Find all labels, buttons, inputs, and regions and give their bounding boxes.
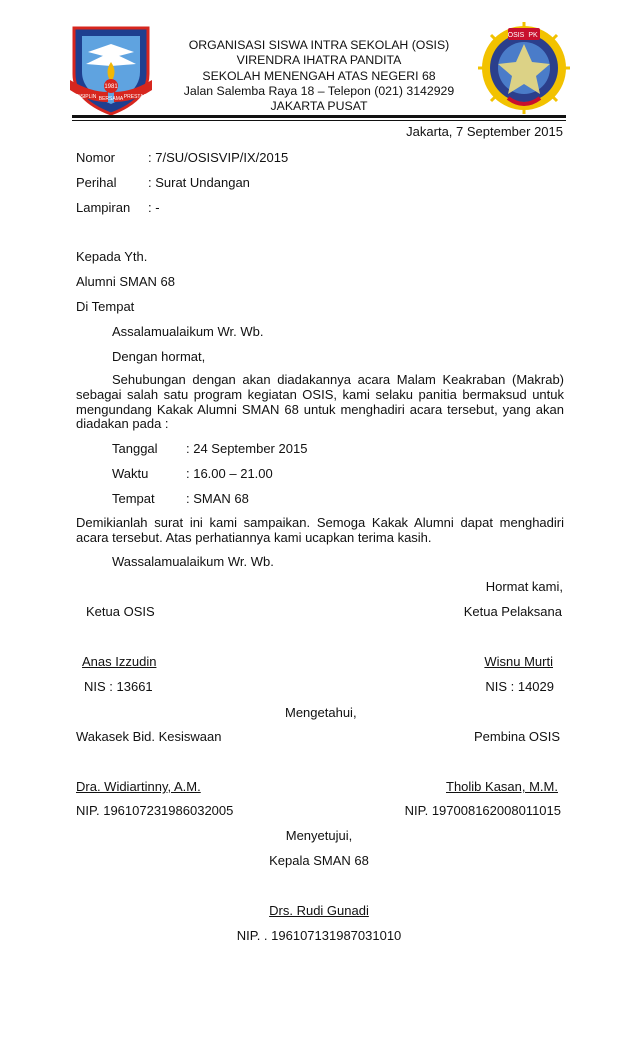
meta-attachment-label: Lampiran <box>76 200 131 215</box>
closing-paragraph: Demikianlah surat ini kami sampaikan. Semoga Kakak Alumni dapat menghadiri acara tersebut. Atas perhatiannya kami ucapkan terima kasih. <box>76 515 564 545</box>
event-date-value: : 24 September 2015 <box>186 441 308 456</box>
event-place-value: : SMAN 68 <box>186 491 249 506</box>
closing-greeting: Wassalamualaikum Wr. Wb. <box>112 554 274 569</box>
meta-number-label: Nomor <box>76 150 116 165</box>
meta-subject-value: : Surat Undangan <box>148 175 250 190</box>
letterhead-text <box>150 38 488 114</box>
letter-date: Jakarta, 7 September 2015 <box>406 124 563 139</box>
letterhead-rule-thin <box>72 120 566 121</box>
event-date-label: Tanggal <box>112 441 158 456</box>
event-time-label: Waktu <box>112 466 149 481</box>
sign-advisor-title: Pembina OSIS <box>474 729 560 744</box>
pk-label: PK <box>528 32 538 39</box>
letterhead-rule-thick <box>72 115 566 118</box>
event-time-value: : 16.00 – 21.00 <box>186 466 273 481</box>
sign-advisor-name: Tholib Kasan, M.M. <box>446 779 558 794</box>
regards: Hormat kami, <box>485 579 563 594</box>
principal-name: Drs. Rudi Gunadi <box>269 903 369 918</box>
principal-id: NIP. . 196107131987031010 <box>236 928 402 943</box>
recipient-place: Di Tempat <box>76 299 135 314</box>
sign-advisor-id: NIP. 197008162008011015 <box>404 803 561 818</box>
school-name: SEKOLAH MENENGAH ATAS NEGERI 68 <box>202 68 436 83</box>
sign-left-title: Ketua OSIS <box>86 604 155 619</box>
osis-label: OSIS <box>507 32 525 39</box>
event-place-label: Tempat <box>112 491 155 506</box>
sign-vice-principal-title: Wakasek Bid. Kesiswaan <box>76 729 222 744</box>
acknowledged-label: Mengetahui, <box>285 705 357 720</box>
sign-right-name: Wisnu Murti <box>484 654 553 669</box>
org-name: ORGANISASI SISWA INTRA SEKOLAH (OSIS) <box>188 38 450 52</box>
emblem-year: 1981 <box>104 84 118 90</box>
meta-attachment-value: : - <box>148 200 160 215</box>
meta-number-value: : 7/SU/OSISVIP/IX/2015 <box>148 150 289 165</box>
org-motto: VIRENDRA IHATRA PANDITA <box>236 53 402 68</box>
emblem-banner-left: DISIPLIN <box>75 94 97 100</box>
sign-left-name: Anas Izzudin <box>82 654 157 669</box>
principal-name-wrap <box>0 903 638 918</box>
sign-right-title: Ketua Pelaksana <box>463 604 562 619</box>
sign-right-id: NIS : 14029 <box>485 679 554 694</box>
sign-vice-principal-id: NIP. 196107231986032005 <box>76 803 234 818</box>
sign-vice-principal-name: Dra. Widiartinny, A.M. <box>76 779 201 794</box>
osis-emblem-right <box>478 22 570 114</box>
school-emblem-left <box>68 22 154 118</box>
body-paragraph: Sehubungan dengan akan diadakannya acara Malam Keakraban (Makrab) sebagai salah satu program kegiatan OSIS, kami selaku panitia bermaksud untuk mengundang Kakak Alumni SMAN 68 untuk menghadiri acara tersebut, yang akan diadakan pada : <box>76 372 564 432</box>
recipient-name: Alumni SMAN 68 <box>76 274 175 289</box>
opening-greeting: Assalamualaikum Wr. Wb. <box>112 324 264 339</box>
meta-subject-label: Perihal <box>76 175 117 190</box>
school-address: Jalan Salemba Raya 18 – Telepon (021) 3142929 <box>183 83 455 98</box>
emblem-banner-bottom: BERSAMA <box>98 96 124 102</box>
recipient-greeting: Kepada Yth. <box>76 249 148 264</box>
salutation: Dengan hormat, <box>112 349 206 364</box>
school-city: JAKARTA PUSAT <box>270 99 368 114</box>
principal-title: Kepala SMAN 68 <box>269 853 369 868</box>
sign-left-id: NIS : 13661 <box>84 679 153 694</box>
emblem-banner-right: PRESTASI <box>123 94 149 100</box>
approved-label: Menyetujui, <box>285 828 353 843</box>
